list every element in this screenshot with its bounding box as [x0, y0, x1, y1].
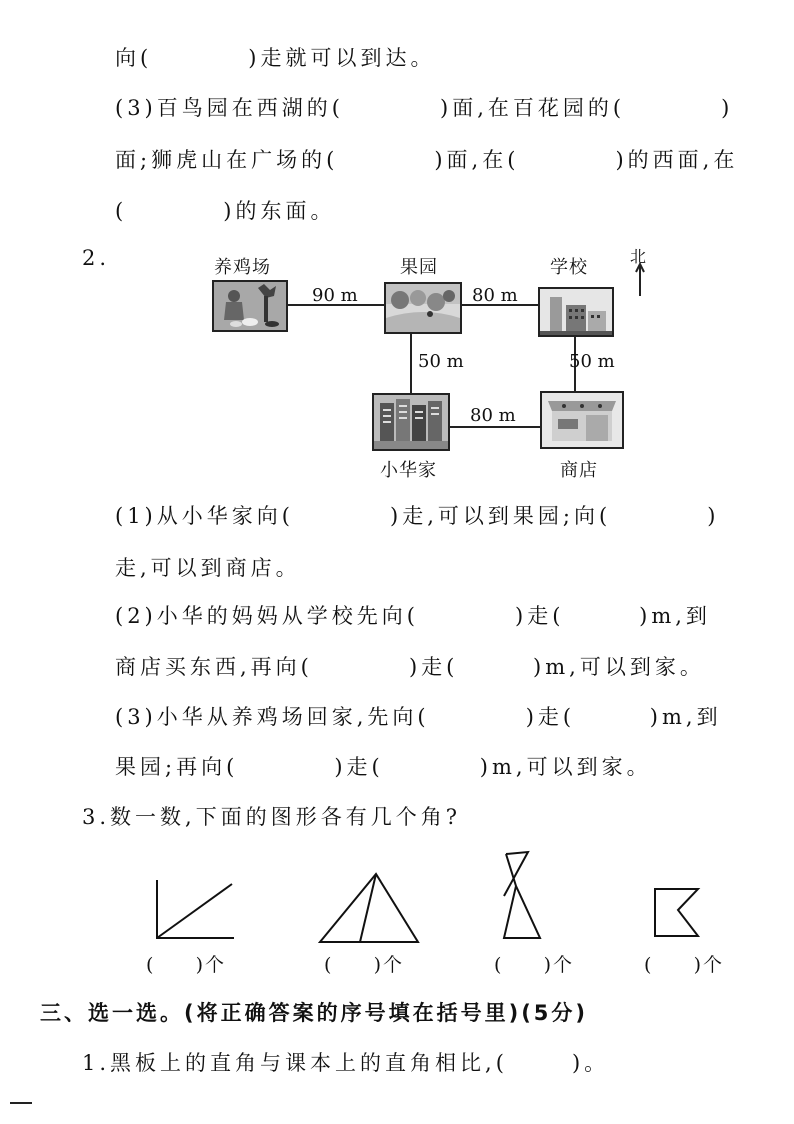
- bowtie-shape-3: [498, 850, 548, 942]
- label-home: 小华家: [380, 460, 437, 481]
- text-line-4: ( )的东面。: [115, 199, 336, 223]
- label-orchard: 果园: [400, 257, 438, 278]
- farm-image: [212, 280, 288, 332]
- edge-orchard-home: [410, 333, 412, 393]
- text-line-3: 面;狮虎山在广场的( )面,在( )的西面,在: [115, 148, 739, 172]
- label-school: 学校: [550, 257, 588, 278]
- angle-count-4: ( )个: [644, 954, 725, 976]
- page-edge-mark: [10, 1102, 32, 1104]
- question-3-title: 3.数一数,下面的图形各有几个角?: [82, 805, 461, 829]
- angle-count-1: ( )个: [146, 954, 227, 976]
- distance-school-shop: 50 m: [569, 351, 615, 372]
- north-arrow-icon: [634, 262, 646, 296]
- edge-home-shop: [448, 426, 540, 428]
- section-3-title: 三、选一选。(将正确答案的序号填在括号里)(5分): [40, 1001, 589, 1025]
- orchard-image: [384, 282, 462, 334]
- q2-line-6: 果园;再向( )走( )m,可以到家。: [115, 755, 652, 779]
- distance-orchard-home: 50 m: [418, 351, 464, 372]
- q2-line-4: 商店买东西,再向( )走( )m,可以到家。: [115, 655, 705, 679]
- distance-home-shop: 80 m: [470, 405, 516, 426]
- label-shop: 商店: [560, 460, 598, 481]
- school-image: [538, 287, 614, 337]
- home-image: [372, 393, 450, 451]
- distance-farm-orchard: 90 m: [312, 285, 358, 306]
- question-2-number: 2.: [82, 246, 111, 270]
- flag-shape-4: [652, 886, 702, 940]
- section-3-question-1: 1.黑板上的直角与课本上的直角相比,( )。: [82, 1051, 610, 1075]
- distance-orchard-school: 80 m: [472, 285, 518, 306]
- angle-count-2: ( )个: [324, 954, 405, 976]
- shop-image: [540, 391, 624, 449]
- label-farm: 养鸡场: [214, 257, 271, 278]
- angle-count-3: ( )个: [494, 954, 575, 976]
- q2-line-1: (1)从小华家向( )走,可以到果园;向( ): [115, 504, 720, 528]
- q2-line-5: (3)小华从养鸡场回家,先向( )走( )m,到: [115, 705, 722, 729]
- north-label: 北: [630, 247, 648, 266]
- q2-line-3: (2)小华的妈妈从学校先向( )走( )m,到: [115, 604, 711, 628]
- angle-shape-1: [154, 878, 236, 942]
- q2-line-2: 走,可以到商店。: [115, 556, 301, 580]
- triangle-shape-2: [316, 870, 422, 944]
- text-line-1: 向( )走就可以到达。: [115, 46, 436, 70]
- text-line-2: (3)百鸟园在西湖的( )面,在百花园的( ): [115, 96, 734, 120]
